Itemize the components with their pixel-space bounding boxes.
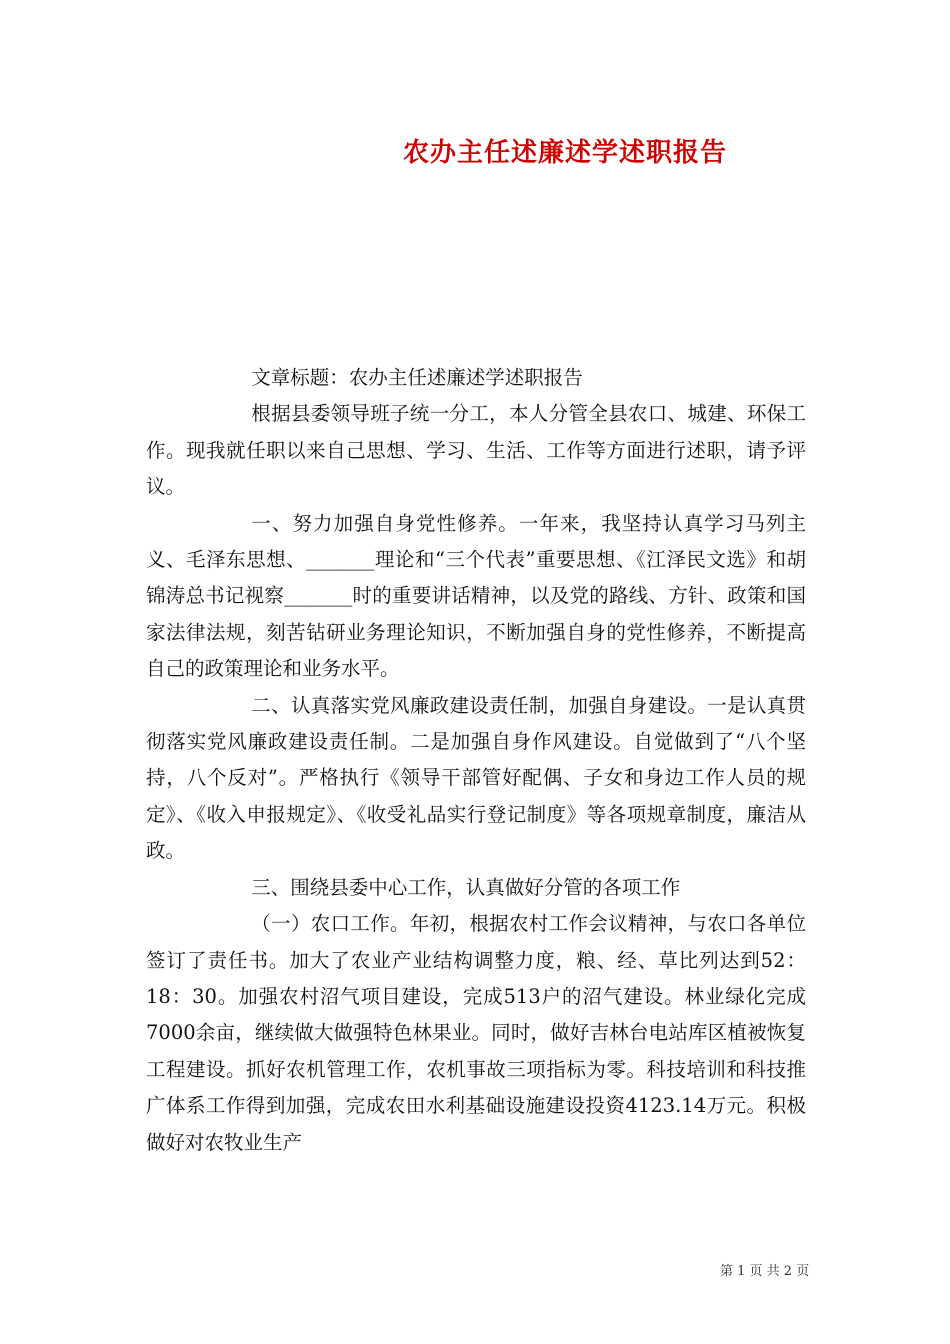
section-3-heading: 三、围绕县委中心工作，认真做好分管的各项工作	[251, 875, 681, 899]
paragraph-section-2: 二、认真落实党风廉政建设责任制，加强自身建设。一是认真贯彻落实党风廉政建设责任制。二是加强自身作风建设。自觉做到了“八个坚持，八个反对”。严格执行《领导干部管好配偶、子女和身边工作人员的规定》、《收入申报规定》、《收受礼品实行登记制度》等各项规章制度，廉洁从政。	[146, 693, 806, 863]
paragraph-intro: 根据县委领导班子统一分工，本人分管全县农口、城建、环保工作。现我就任职以来自己思想、学习、生活、工作等方面进行述职，请予评议。	[146, 402, 806, 499]
paragraph-section-1: 一、努力加强自身党性修养。一年来，我坚持认真学习马列主义、毛泽东思想、_______理论和“三个代表”重要思想、《江泽民文选》和胡锦涛总书记视察_______时的重要讲话精神，以及党的路线、方针、政策和国家法律法规，刻苦钻研业务理论知识，不断加强自身的党性修养，不断提高自己的政策理论和业务水平。	[146, 511, 806, 681]
document-body	[146, 360, 806, 1161]
paragraph-agriculture: （一）农口工作。年初，根据农村工作会议精神，与农口各单位签订了责任书。加大了农业产业结构调整力度，粮、经、草比列达到52：18：30。加强农村沼气项目建设，完成513户的沼气建设。林业绿化完成7000余亩，继续做大做强特色林果业。同时，做好吉林台电站库区植被恢复工程建设。抓好农机管理工作，农机事故三项指标为零。科技培训和科技推广体系工作得到加强，完成农田水利基础设施建设投资4123.14万元。积极做好对农牧业生产	[146, 912, 806, 1154]
page-number: 第 1 页 共 2 页	[720, 1264, 810, 1279]
article-title-line: 文章标题：农办主任述廉述学述职报告	[251, 366, 583, 389]
document-title: 农办主任述廉述学述职报告	[402, 138, 727, 168]
